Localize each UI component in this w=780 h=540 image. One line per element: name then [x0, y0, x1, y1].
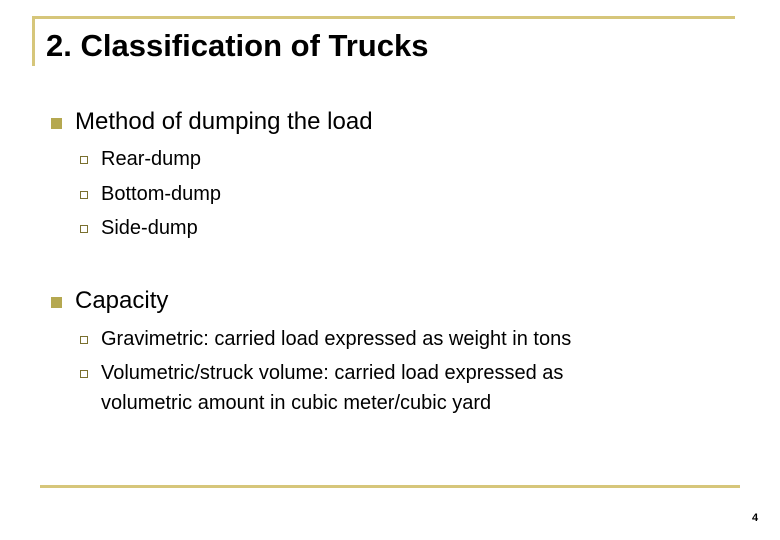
hollow-square-bullet-icon	[80, 225, 88, 233]
hollow-square-bullet-icon	[80, 370, 88, 378]
title-frame-top-line	[32, 16, 735, 19]
list-item: Bottom-dump	[101, 183, 222, 205]
title-frame-left-line	[32, 16, 35, 66]
list-item: Volumetric/struck volume: carried load expressed as	[101, 362, 564, 384]
square-bullet-icon	[51, 118, 62, 129]
footer-divider	[40, 485, 740, 488]
hollow-square-bullet-icon	[80, 336, 88, 344]
square-bullet-icon	[51, 297, 62, 308]
section-heading: Method of dumping the load	[75, 108, 373, 135]
section-heading: Capacity	[75, 287, 169, 314]
list-item: Gravimetric: carried load expressed as weight in tons	[101, 328, 572, 350]
list-item-continuation: volumetric amount in cubic meter/cubic yard	[101, 392, 492, 414]
page-number: 4	[752, 512, 759, 524]
slide-title: 2. Classification of Trucks	[46, 28, 429, 63]
hollow-square-bullet-icon	[80, 191, 88, 199]
list-item: Rear-dump	[101, 148, 202, 170]
list-item: Side-dump	[101, 217, 198, 239]
hollow-square-bullet-icon	[80, 156, 88, 164]
